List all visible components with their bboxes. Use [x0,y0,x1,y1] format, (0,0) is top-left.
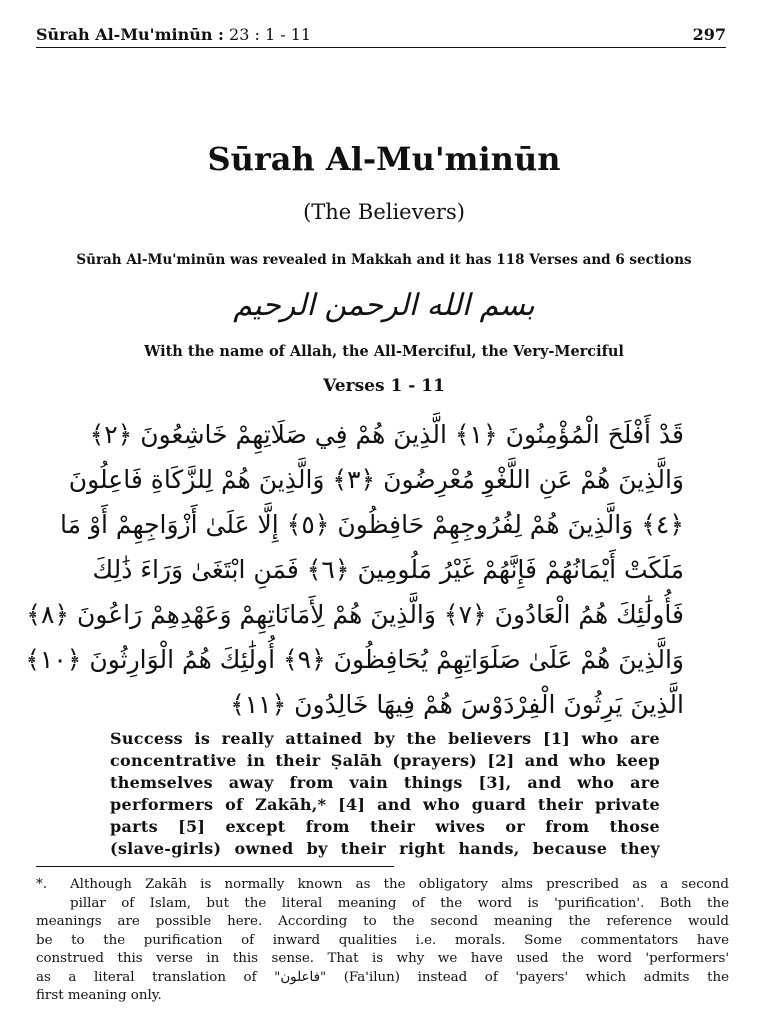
english-translation [110,728,660,860]
translation-line: performers of Zakāh,* [4] and who guard their private [110,795,660,814]
translation-line: (slave-girls) owned by their right hands, because they [110,839,660,858]
header-chapter-reference [36,25,311,44]
translation-line: Success is really attained by the believers [1] who are [110,729,660,748]
basmala-translation: With the name of Allah, the All-Merciful, the Very-Merciful [144,343,624,360]
header-surah-name: Sūrah Al-Mu'minūn : [36,25,224,44]
arabic-line: وَالَّذِينَ هُمْ عَلَىٰ صَلَوَاتِهِمْ يُحَافِظُونَ ﴿٩﴾ أُولَٰئِكَ هُمُ الْوَارِثُونَ ﴿١٠﴾ [25,645,684,674]
surah-subtitle: (The Believers) [303,200,465,224]
verses-heading: Verses 1 - 11 [323,376,445,396]
arabic-line: مَلَكَتْ أَيْمَانُهُمْ فَإِنَّهُمْ غَيْرُ مَلُومِينَ ﴿٦﴾ فَمَنِ ابْتَغَىٰ وَرَاءَ ذَٰلِكَ [92,555,684,584]
footnote [36,876,729,1006]
surah-title: Sūrah Al-Mu'minūn [207,140,561,178]
footnote-line: be to the purification of inward qualities i.e. morals. Some commentators have [36,932,729,948]
translation-line: parts [5] except from their wives or from those [110,817,660,836]
arabic-verses [25,412,684,727]
header-verse-range: 23 : 1 - 11 [229,25,312,44]
footnote-divider [36,866,394,867]
arabic-line: فَأُولَٰئِكَ هُمُ الْعَادُونَ ﴿٧﴾ وَالَّذِينَ هُمْ لِأَمَانَاتِهِمْ وَعَهْدِهِمْ رَاعُونَ ﴿٨﴾ [26,600,684,629]
running-header [36,22,726,48]
arabic-line: قَدْ أَفْلَحَ الْمُؤْمِنُونَ ﴿١﴾ الَّذِينَ هُمْ فِي صَلَاتِهِمْ خَاشِعُونَ ﴿٢﴾ [89,420,684,449]
arabic-line: الَّذِينَ يَرِثُونَ الْفِرْدَوْسَ هُمْ فِيهَا خَالِدُونَ ﴿١١﴾ [230,690,684,719]
footnote-line: first meaning only. [36,988,162,1003]
footnote-marker: *. [36,877,47,892]
arabic-line: ﴿٤﴾ وَالَّذِينَ هُمْ لِفُرُوجِهِمْ حَافِظُونَ ﴿٥﴾ إِلَّا عَلَىٰ أَزْوَاجِهِمْ أَوْ مَا [60,510,684,539]
footnote-line: pillar of Islam, but the literal meaning of the word is 'purification'. Both the [70,895,729,911]
translation-line: concentrative in their Ṣalāh (prayers) [2] and who keep [110,751,660,770]
arabic-line: وَالَّذِينَ هُمْ عَنِ اللَّغْوِ مُعْرِضُونَ ﴿٣﴾ وَالَّذِينَ هُمْ لِلزَّكَاةِ فَاعِلُونَ [68,465,684,494]
revelation-note: Sūrah Al-Mu'minūn was revealed in Makkah and it has 118 Verses and 6 sections [76,252,692,268]
page-number: 297 [692,25,726,44]
footnote-line: construed this verse in this sense. That is why we have used the word 'performers' [36,951,729,966]
footnote-line: as a literal translation of "فاعلون" (Fa'ilun) instead of 'payers' which admits the [36,969,730,985]
footnote-line: meanings are possible here. According to the second meaning the reference would [36,914,729,929]
basmala-calligraphy: بسم الله الرحمن الرحيم [233,288,535,323]
translation-line: themselves away from vain things [3], and who are [110,773,660,792]
footnote-line: Although Zakāh is normally known as the obligatory alms prescribed as a second [70,877,729,892]
